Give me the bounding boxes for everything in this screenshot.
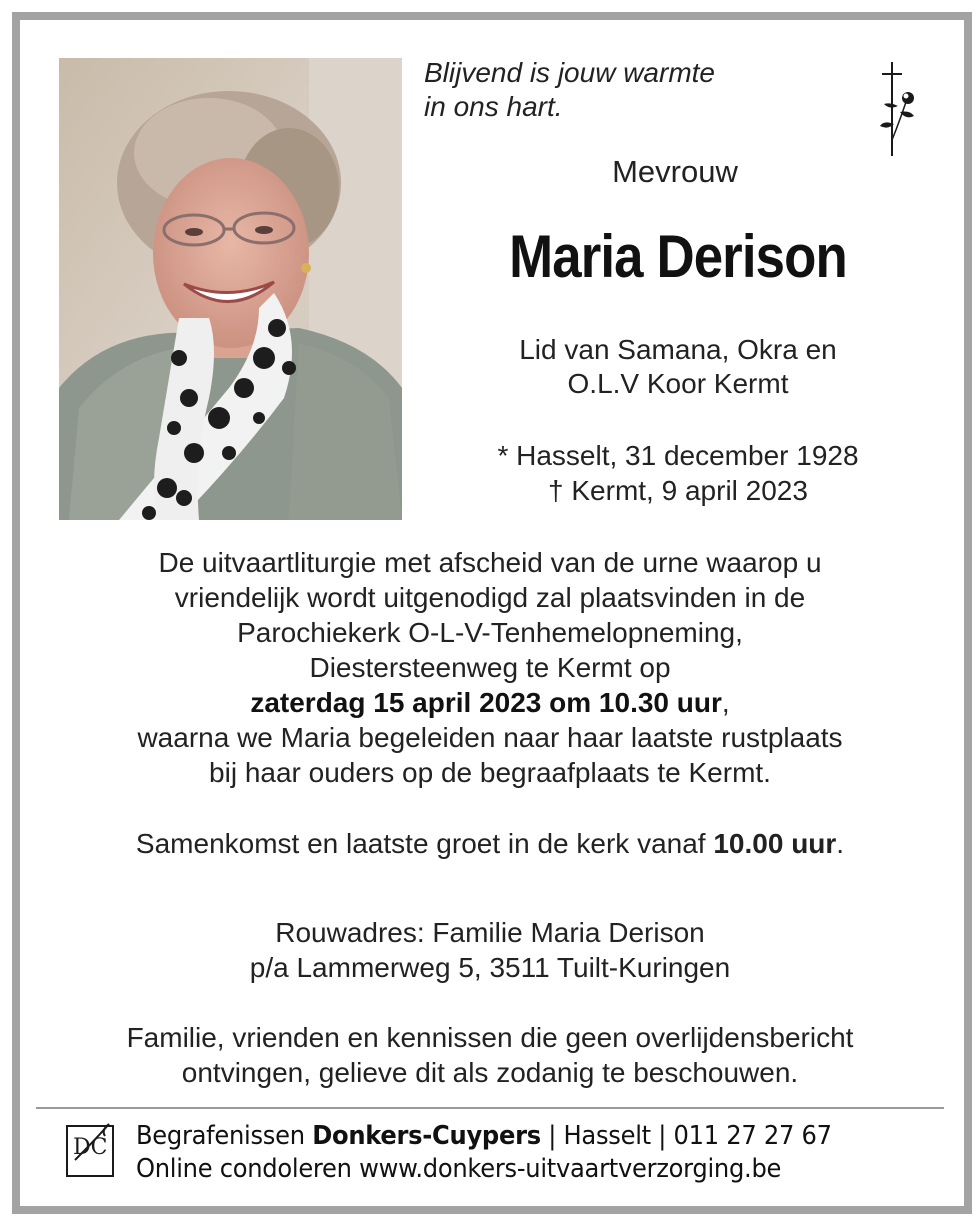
ceremony-datetime: zaterdag 15 april 2023 om 10.30 uur (250, 687, 722, 718)
funeral-home-footer (136, 1120, 832, 1186)
closing-line: ontvingen, gelieve dit als zodanig te beschouwen. (181, 1057, 799, 1088)
address-line: Rouwadres: Familie Maria Derison (275, 917, 705, 948)
salutation: Mevrouw (612, 154, 738, 189)
gathering-time: 10.00 uur (713, 828, 837, 859)
quote-line: Blijvend is jouw warmte (424, 57, 715, 88)
membership-line: O.L.V Koor Kermt (567, 368, 789, 399)
ceremony-line: waarna we Maria begeleiden naar haar laatste rustplaats (137, 722, 843, 753)
death-date: † Kermt, 9 april 2023 (548, 475, 808, 506)
ceremony-datetime-suffix: , (721, 687, 730, 718)
quote-line: in ons hart. (424, 91, 563, 122)
footer-prefix: Begrafenissen (136, 1121, 313, 1151)
ceremony-datetime-line (40, 685, 940, 720)
gathering-info (40, 826, 940, 861)
mourning-address (40, 915, 940, 985)
gathering-text: Samenkomst en laatste groet in de kerk vanaf (135, 828, 714, 859)
ceremony-line: Diestersteenweg te Kermt op (309, 652, 671, 683)
dc-monogram-logo (65, 1120, 119, 1185)
closing-note (40, 1020, 940, 1090)
footer-divider (36, 1107, 944, 1109)
birth-date: * Hasselt, 31 december 1928 (497, 440, 859, 471)
membership-line: Lid van Samana, Okra en (519, 334, 837, 365)
footer-contact: | Hasselt | 011 27 27 67 (540, 1121, 832, 1151)
ceremony-line: Parochiekerk O-L-V-Tenhemelopneming, (237, 617, 743, 648)
ceremony-line: De uitvaartliturgie met afscheid van de urne waarop u (158, 547, 822, 578)
gathering-suffix: . (836, 828, 845, 859)
funeral-company: Donkers-Cuypers (312, 1121, 541, 1151)
cross-with-rose-icon (872, 60, 920, 163)
memorial-quote (424, 56, 715, 124)
ceremony-line: bij haar ouders op de begraafplaats te Kermt. (209, 757, 771, 788)
closing-line: Familie, vrienden en kennissen die geen overlijdensbericht (126, 1022, 854, 1053)
membership-info (440, 333, 916, 401)
footer-condolence-link[interactable]: Online condoleren www.donkers-uitvaartverzorging.be (136, 1154, 782, 1184)
deceased-name: Maria Derison (509, 223, 847, 290)
ceremony-details (40, 545, 940, 790)
life-dates (440, 438, 916, 508)
footer-line-1 (136, 1120, 832, 1153)
portrait-photo (59, 58, 402, 520)
logo-letters: DC (73, 1135, 108, 1160)
ceremony-line: vriendelijk wordt uitgenodigd zal plaatsvinden in de (174, 582, 806, 613)
address-line: p/a Lammerweg 5, 3511 Tuilt-Kuringen (249, 952, 731, 983)
